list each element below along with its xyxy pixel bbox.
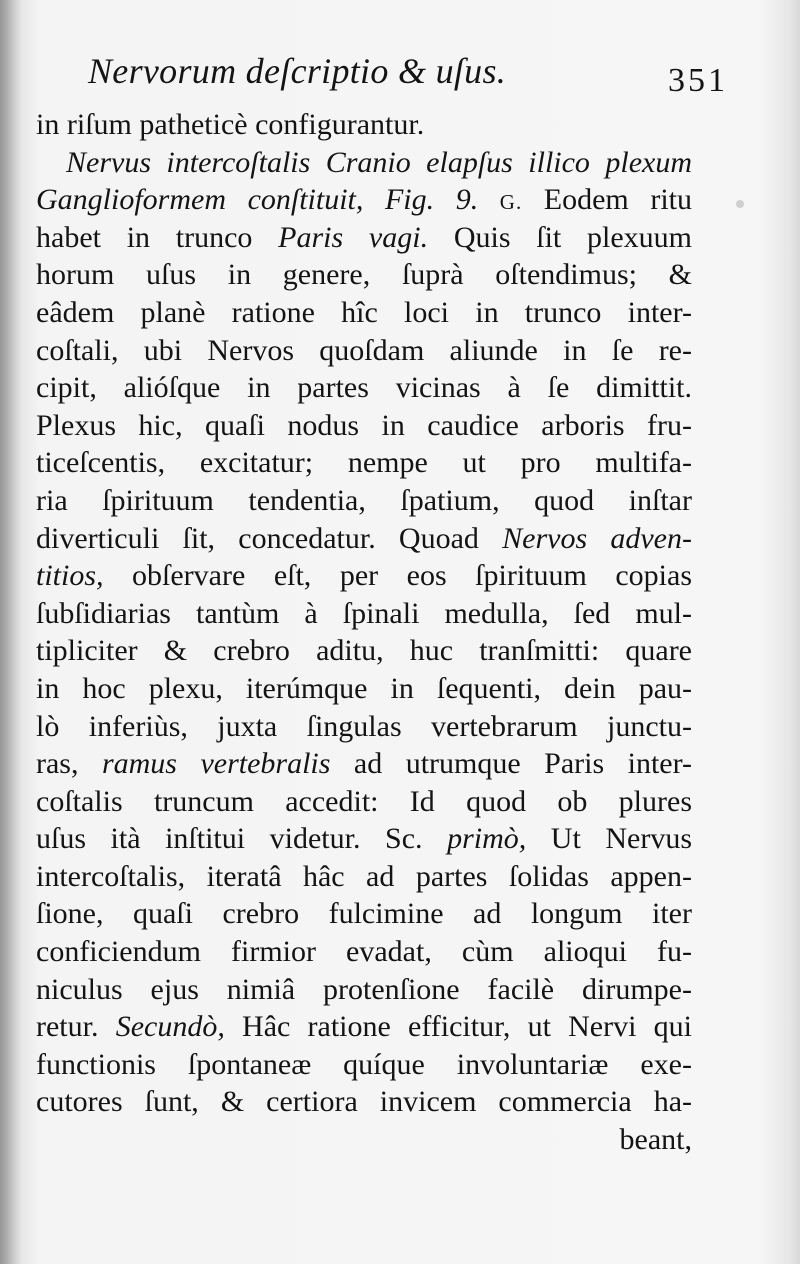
paper-speck xyxy=(736,200,744,208)
text-line xyxy=(36,1083,692,1121)
text-line xyxy=(36,256,692,294)
text-line xyxy=(36,444,692,482)
text-run: ticeſcentis, excitatur; nempe ut pro multifa- xyxy=(36,446,692,480)
text-run: intercoſtalis, iteratâ hâc ad partes ſolidas appen- xyxy=(36,859,692,893)
text-run: Hâc ratione efficitur, ut Nervi qui xyxy=(224,1010,692,1044)
text-run: ras, xyxy=(36,747,102,781)
text-run: beant, xyxy=(619,1123,692,1157)
text-line xyxy=(36,369,692,407)
text-run: cipit, alióſque in partes vicinas à ſe dimittit. xyxy=(36,371,692,405)
italic-text-run: primò, xyxy=(447,822,527,856)
text-run: Ut Nervus xyxy=(526,822,692,856)
text-run: in riſum patheticè configurantur. xyxy=(36,108,425,141)
text-line xyxy=(36,895,692,933)
italic-text-run: Ganglioformem conſtituit, Fig. 9. xyxy=(36,183,500,217)
text-line xyxy=(36,144,692,182)
text-run: cutores ſunt, & certiora invicem commercia ha- xyxy=(36,1085,692,1119)
text-run: functionis ſpontaneæ quíque involuntariæ exe- xyxy=(36,1047,692,1081)
text-run: tipliciter & crebro aditu, huc tranſmitti: quare xyxy=(36,634,692,668)
text-line xyxy=(36,332,692,370)
text-line xyxy=(36,1046,692,1084)
text-run: diverticuli ſit, concedatur. Quoad xyxy=(36,521,503,555)
text-run: coſtali, ubi Nervos quoſdam aliunde in ſe re- xyxy=(36,333,692,367)
text-run: eâdem planè ratione hîc loci in trunco inter- xyxy=(36,295,692,329)
text-run: Eodem ritu xyxy=(522,183,692,217)
text-line xyxy=(36,557,692,595)
text-line xyxy=(36,595,692,633)
italic-text-run: ramus vertebralis xyxy=(101,747,331,781)
text-run: ſubſidiarias tantùm à ſpinali medulla, ſed mul- xyxy=(36,596,692,630)
text-line xyxy=(36,708,692,746)
text-run: habet in trunco xyxy=(36,220,279,254)
text-line xyxy=(36,181,692,219)
text-line xyxy=(36,745,692,783)
text-run: ad utrumque Paris inter- xyxy=(330,747,692,781)
italic-text-run: Paris vagi. xyxy=(278,220,429,254)
text-line xyxy=(36,520,692,558)
text-line xyxy=(36,219,692,257)
italic-text-run: Nervos adven- xyxy=(502,521,692,555)
text-line xyxy=(36,858,692,896)
text-run: lò inferiùs, juxta ſingulas vertebrarum junctu- xyxy=(36,709,692,743)
text-line xyxy=(36,783,692,821)
body-text xyxy=(36,106,692,1159)
text-line xyxy=(36,1121,692,1159)
text-line xyxy=(36,971,692,1009)
text-run: in hoc plexu, iterúmque in ſequenti, dein pau- xyxy=(36,671,692,705)
text-run: niculus ejus nimiâ protenſione facilè dirumpe- xyxy=(36,972,692,1006)
text-line xyxy=(36,1008,692,1046)
page-number: 351 xyxy=(668,62,728,99)
text-run: Plexus hic, quaſi nodus in caudice arboris fru- xyxy=(36,408,692,442)
text-run: conficiendum firmior evadat, cùm alioqui fu- xyxy=(36,935,692,969)
italic-text-run: titios, xyxy=(36,559,104,593)
gutter-shadow xyxy=(0,0,22,1264)
text-run: ſione, quaſi crebro fulcimine ad longum iter xyxy=(36,897,692,931)
text-run: uſus ità inſtitui videtur. Sc. xyxy=(36,822,448,856)
text-run: ria ſpirituum tendentia, ſpatium, quod inſtar xyxy=(36,483,692,517)
text-line xyxy=(36,106,692,144)
running-title: Nervorum deſcriptio & uſus. xyxy=(88,51,507,91)
text-line xyxy=(36,632,692,670)
text-run: Quis ſit plexuum xyxy=(428,220,692,254)
italic-text-run: Nervus intercoſtalis Cranio elapſus illico plexum xyxy=(66,145,692,179)
text-line xyxy=(36,294,692,332)
text-line xyxy=(36,820,692,858)
text-run: G. xyxy=(499,190,523,215)
text-run: obſervare eſt, per eos ſpirituum copias xyxy=(103,559,692,593)
text-line xyxy=(36,482,692,520)
text-run: retur. xyxy=(36,1010,116,1044)
text-run: coſtalis truncum accedit: Id quod ob plures xyxy=(36,784,692,818)
text-line xyxy=(36,407,692,445)
italic-text-run: Secundò, xyxy=(115,1010,225,1044)
text-line xyxy=(36,933,692,971)
text-line xyxy=(36,670,692,708)
text-run: horum uſus in genere, ſuprà oſtendimus; & xyxy=(36,258,692,292)
running-header xyxy=(88,44,728,98)
